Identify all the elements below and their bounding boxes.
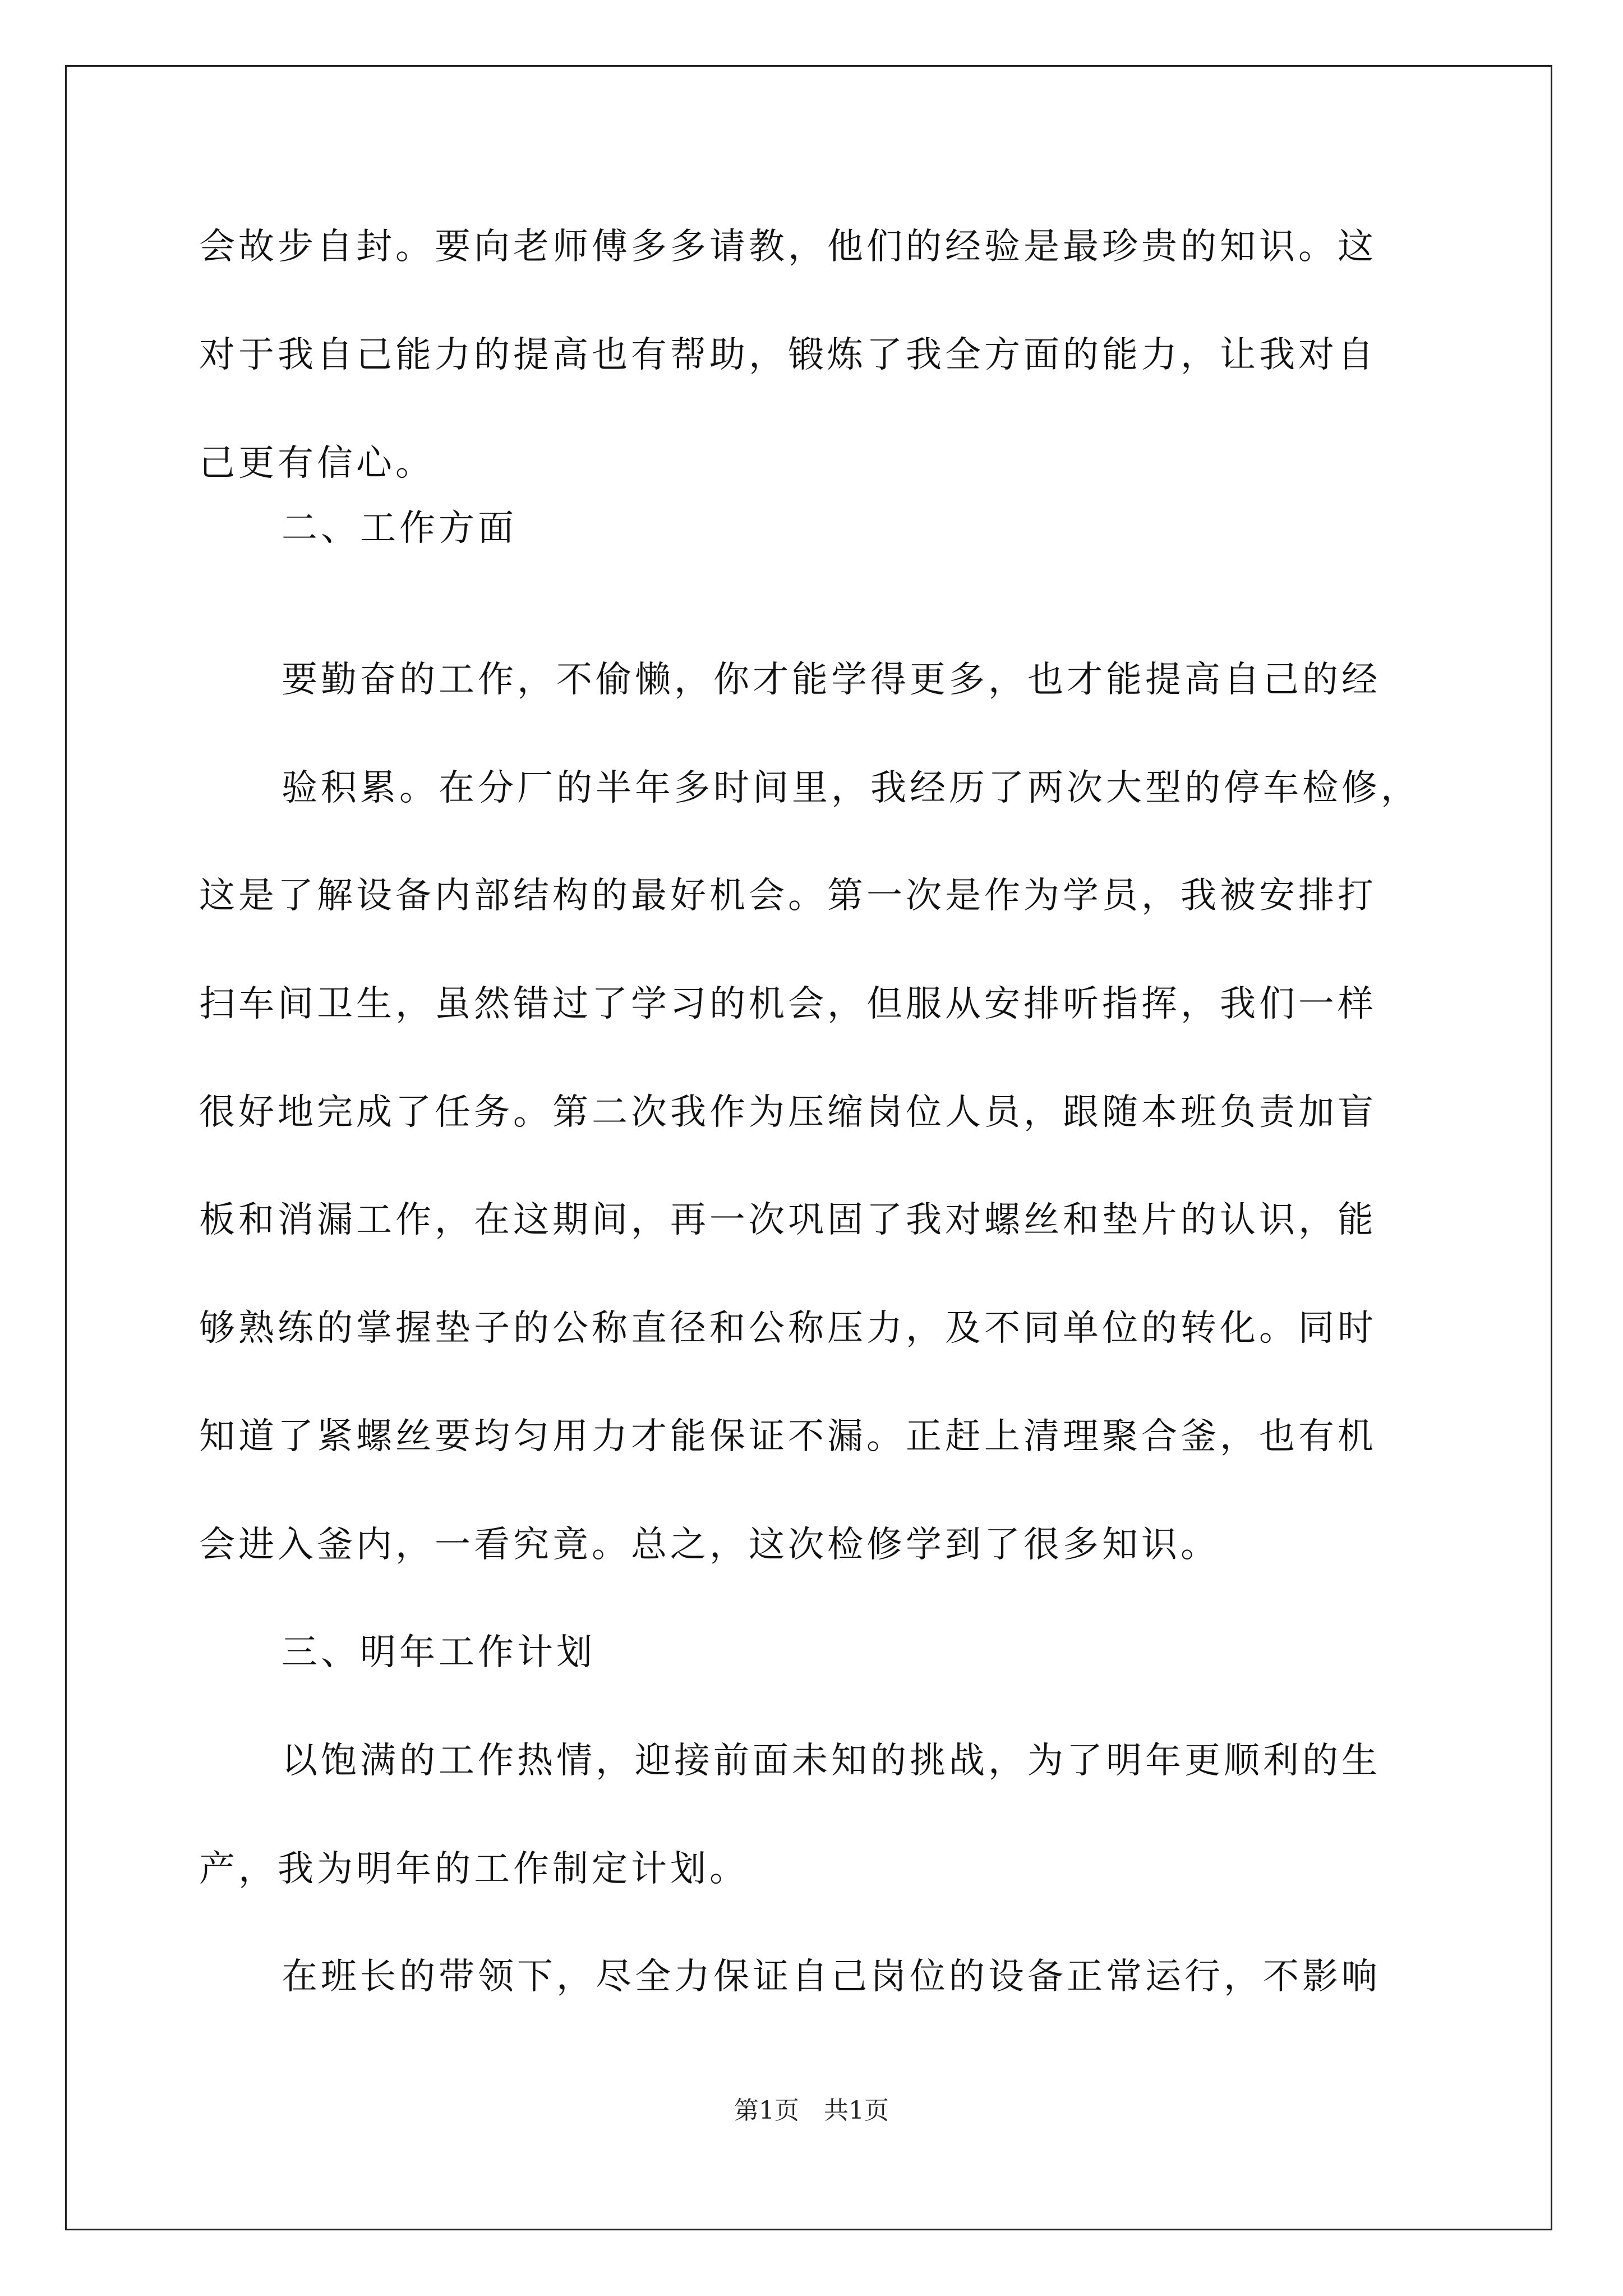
text-line-1: 会故步自封。要向老师傅多多请教，他们的经验是最珍贵的知识。这 [199, 226, 1377, 268]
page-number-footer: 第1页 共1页 [734, 2096, 889, 2125]
text-line-10: 板和消漏工作，在这期间，再一次巩固了我对螺丝和垫片的认识，能 [199, 1199, 1377, 1241]
section-heading-work: 二、工作方面 [282, 508, 517, 549]
text-line-6: 验积累。在分厂的半年多时间里，我经历了两次大型的停车检修， [282, 767, 1420, 809]
text-line-11: 够熟练的掌握垫子的公称直径和公称压力，及不同单位的转化。同时 [199, 1308, 1377, 1349]
section-heading-plan: 三、明年工作计划 [282, 1632, 596, 1673]
text-line-13: 会进入釜内，一看究竟。总之，这次检修学到了很多知识。 [199, 1524, 1220, 1566]
text-line-16: 产，我为明年的工作制定计划。 [199, 1848, 749, 1890]
text-line-8: 扫车间卫生，虽然错过了学习的机会，但服从安排听指挥，我们一样 [199, 983, 1377, 1025]
text-line-9: 很好地完成了任务。第二次我作为压缩岗位人员，跟随本班负责加盲 [199, 1092, 1377, 1133]
text-line-12: 知道了紧螺丝要均匀用力才能保证不漏。正赶上清理聚合釜，也有机 [199, 1416, 1377, 1457]
text-line-7: 这是了解设备内部结构的最好机会。第一次是作为学员，我被安排打 [199, 875, 1377, 917]
text-line-3: 己更有信心。 [199, 443, 435, 484]
text-line-2: 对于我自己能力的提高也有帮助，锻炼了我全方面的能力，让我对自 [199, 334, 1377, 376]
text-line-15: 以饱满的工作热情，迎接前面未知的挑战，为了明年更顺利的生 [282, 1740, 1381, 1782]
text-line-17: 在班长的带领下，尽全力保证自己岗位的设备正常运行，不影响 [282, 1956, 1381, 1998]
text-line-5: 要勤奋的工作，不偷懒，你才能学得更多，也才能提高自己的经 [282, 659, 1381, 701]
page-border [65, 65, 1552, 2230]
